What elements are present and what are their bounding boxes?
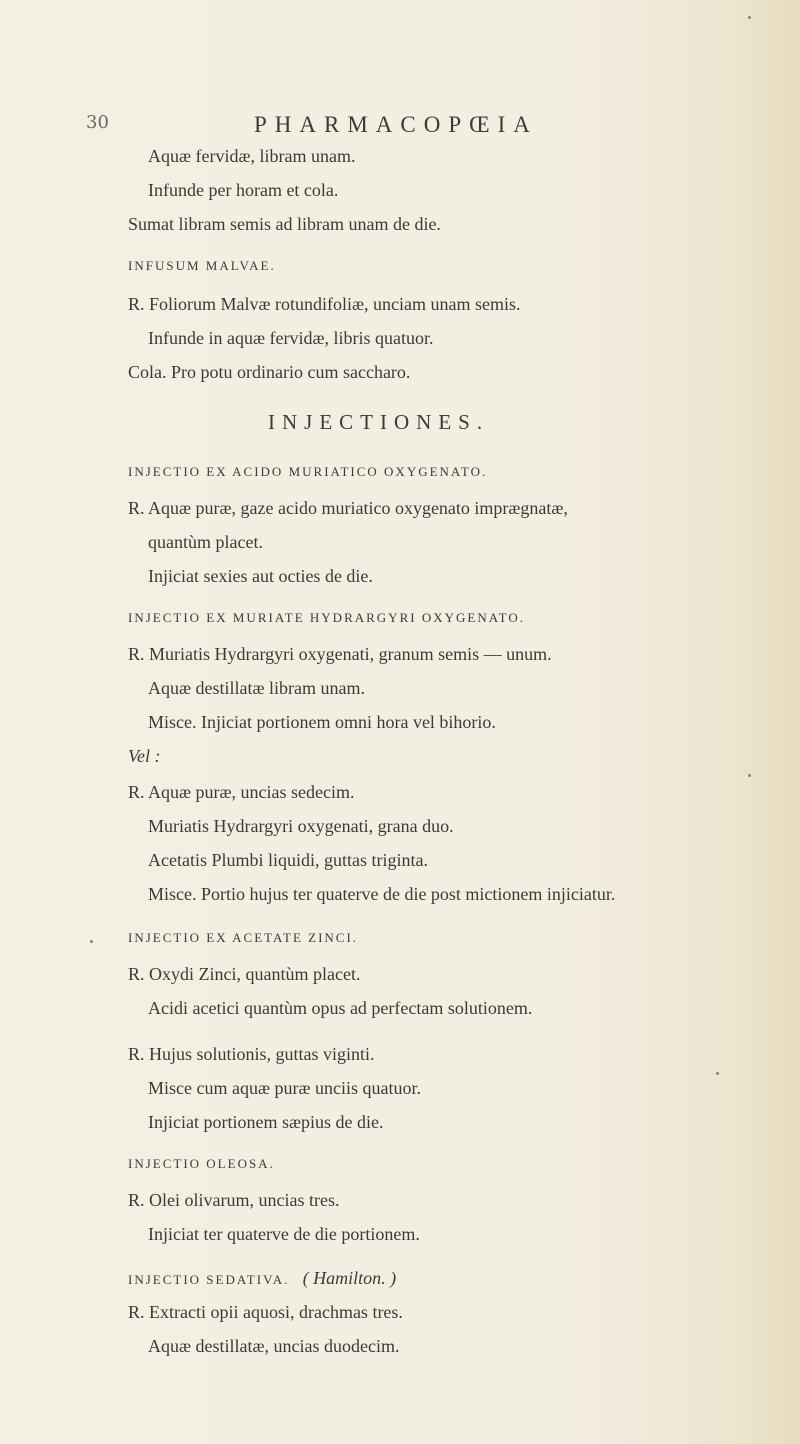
recipe-heading: INFUSUM MALVAE. [128,258,276,273]
paper-speck [748,774,751,777]
paper-speck [748,16,751,19]
text-line: Sumat libram semis ad libram unam de die. [128,214,441,234]
text-line: Aquæ fervidæ, libram unam. [148,146,356,166]
recipe-heading: INJECTIO EX ACETATE ZINCI. [128,930,359,945]
recipe-line: R. Aquæ puræ, uncias sedecim. [128,782,355,802]
text-line: quantùm placet. [148,532,263,552]
text-line: Misce. Portio hujus ter quaterve de die post mictionem injiciatur. [148,884,616,904]
recipe-line: R. Hujus solutionis, guttas viginti. [128,1044,375,1064]
recipe-line: R. Muriatis Hydrargyri oxygenati, granum semis — unum. [128,644,552,664]
page-number: 30 [86,112,109,133]
recipe-line: R. Extracti opii aquosi, drachmas tres. [128,1302,403,1322]
text-line: Infunde per horam et cola. [148,180,339,200]
recipe-heading-title: INJECTIO SEDATIVA. [128,1272,290,1287]
text-line: Infunde in aquæ fervidæ, libris quatuor. [148,328,434,348]
recipe-heading: INJECTIO EX MURIATE HYDRARGYRI OXYGENATO. [128,610,525,625]
text-line: Muriatis Hydrargyri oxygenati, grana duo. [148,816,454,836]
section-title: INJECTIONES. [268,410,490,434]
paper-speck [90,940,93,943]
recipe-line: R. Olei olivarum, uncias tres. [128,1190,340,1210]
text-line: Acetatis Plumbi liquidi, guttas triginta. [148,850,428,870]
text-line: Injiciat sexies aut octies de die. [148,566,373,586]
running-head: PHARMACOPŒIA [254,112,538,137]
recipe-line: R. Oxydi Zinci, quantùm placet. [128,964,361,984]
recipe-heading: INJECTIO OLEOSA. [128,1156,275,1171]
text-line: Misce. Injiciat portionem omni hora vel bihorio. [148,712,496,732]
text-line: Injiciat portionem sæpius de die. [148,1112,384,1132]
alternative-label: Vel : [128,746,161,766]
text-line: Aquæ destillatæ libram unam. [148,678,365,698]
recipe-heading [128,1268,396,1289]
text-line: Acidi acetici quantùm opus ad perfectam solutionem. [148,998,533,1018]
text-line: Misce cum aquæ puræ unciis quatuor. [148,1078,421,1098]
recipe-line: R. Foliorum Malvæ rotundifoliæ, unciam unam semis. [128,294,521,314]
author-attribution: ( Hamilton. ) [302,1268,397,1288]
recipe-heading: INJECTIO EX ACIDO MURIATICO OXYGENATO. [128,464,488,479]
text-line: Aquæ destillatæ, uncias duodecim. [148,1336,400,1356]
text-line: Cola. Pro potu ordinario cum saccharo. [128,362,411,382]
text-line: Injiciat ter quaterve de die portionem. [148,1224,420,1244]
recipe-line: R. Aquæ puræ, gaze acido muriatico oxygenato imprægnatæ, [128,498,568,518]
paper-speck [716,1072,719,1075]
